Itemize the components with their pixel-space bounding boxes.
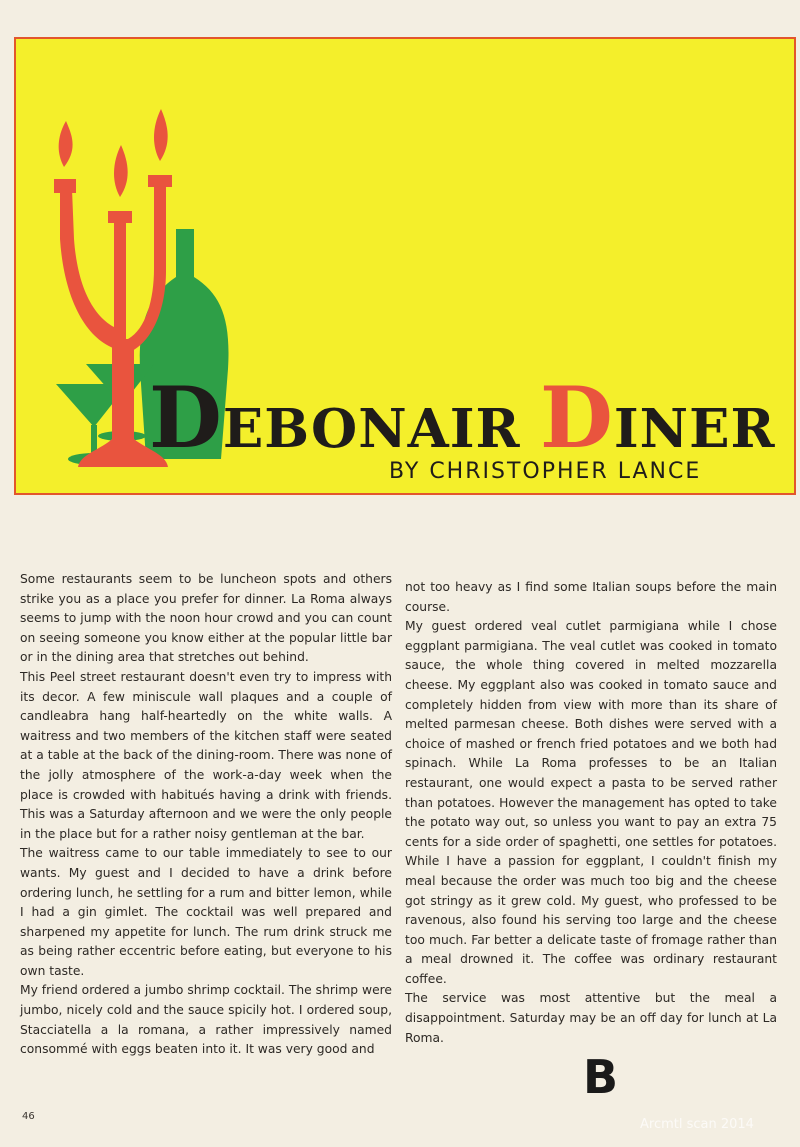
flame-left [59,121,73,167]
paragraph: My friend ordered a jumbo shrimp cocktail. The shrimp were jumbo, nicely cold and the sauce spicily hot. I ordered soup, Stacciatella a la romana, a rather impressively named consommé with eggs beaten into it. It was very good and [20,983,392,1057]
paragraph: Some restaurants seem to be luncheon spots and others strike you as a place you prefer for dinner. La Roma always seems to jump with the noon hour crowd and you can count on seeing someone you know either at the popular little bar or in the dining area that stretches out behind. [20,572,392,665]
article-column-right [405,578,777,1048]
flame-middle [114,145,128,197]
article-title [149,368,776,467]
flame-right [154,109,168,161]
end-mark-icon: B [583,1050,619,1104]
scan-watermark: Arcmtl scan 2014 [640,1117,754,1132]
article-column-left [20,570,392,1060]
paragraph: not too heavy as I find some Italian soups before the main course. [405,580,777,614]
title-initial-debonair: D [149,368,223,467]
paragraph: This Peel street restaurant doesn't even try to impress with its decor. A few miniscule wall plaques and a couple of candleabra hang half-heartedly on the white walls. A waitress and two members of the kitchen staff were seated at a table at the back of the dining-room. There was none of the jolly atmosphere of the work-a-day week when the place is crowded with habitués having a drink with friends. This was a Saturday afternoon and we were the only people in the place but for a rather noisy gentleman at the bar. [20,669,392,841]
title-word-debonair: EBONAIR [222,398,521,460]
paragraph: My guest ordered veal cutlet parmigiana while I chose eggplant parmigiana. The veal cutlet was cooked in tomato sauce, the whole thing covered in melted mozzarella cheese. My eggplant also was cooked in tomato sauce and completely hidden from view with more than its share of melted parmesan cheese. Both dishes were served with a choice of mashed or french fried potatoes and we both had spinach. While La Roma professes to be an Italian restaurant, one would expect a pasta to be served rather than potatoes. However the management has opted to take the potato way out, so unless you want to pay an extra 75 cents for a side order of spaghetti, one settles for potatoes. While I have a passion for eggplant, I couldn't finish my meal because the order was much too big and the cheese got stringy as it grew cold. My guest, who professed to be ravenous, also found his serving too large and the cheese too much. Far better a delicate taste of fromage rather than a meal drowned it. The coffee was ordinary restaurant coffee. [405,619,777,986]
page-number: 46 [22,1111,35,1122]
byline: BY CHRISTOPHER LANCE [389,459,702,484]
paragraph: The service was most attentive but the meal a disappointment. Saturday may be an off day for lunch at La Roma. [405,991,777,1045]
title-word-diner: INER [613,398,776,460]
paragraph: The waitress came to our table immediately to see to our wants. My guest and I decided to have a drink before ordering lunch, he settling for a rum and bitter lemon, while I had a gin gimlet. The cocktail was well prepared and sharpened my appetite for lunch. The rum drink struck me as being rather eccentric before eating, but everyone to his own taste. [20,846,392,978]
title-initial-diner: D [540,368,614,467]
header-banner [14,37,796,495]
